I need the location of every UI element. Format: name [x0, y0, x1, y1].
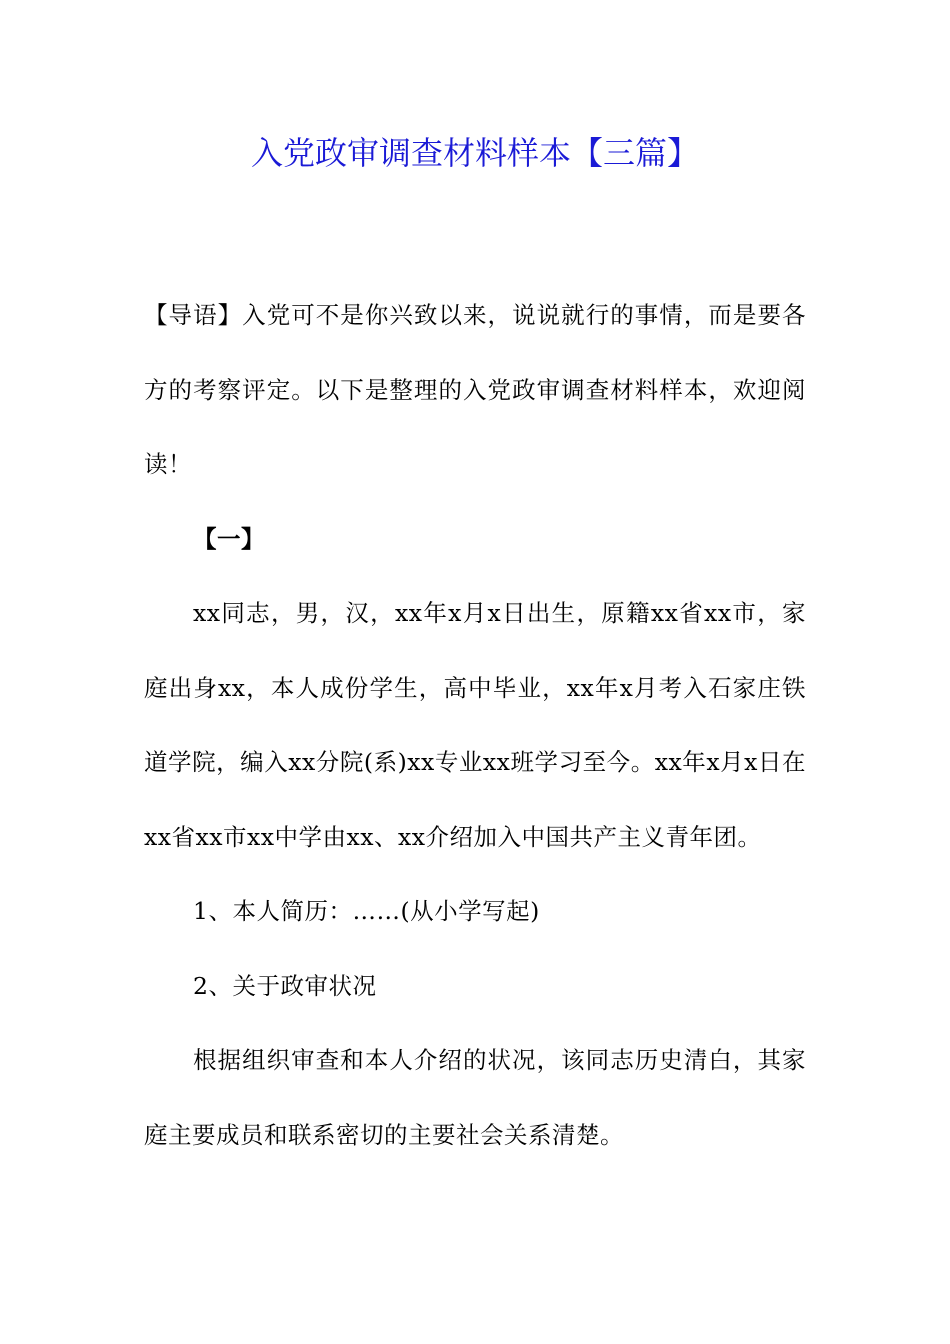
review-result-paragraph: 根据组织审查和本人介绍的状况，该同志历史清白，其家庭主要成员和联系密切的主要社会关系清楚。 [144, 1046, 806, 1149]
section-heading-one: 【一】 [193, 524, 265, 553]
document-title: 入党政审调查材料样本【三篇】 [250, 134, 699, 172]
political-review-item: 2、关于政审状况 [193, 971, 377, 1000]
profile-paragraph: xx同志，男，汉，xx年x月x日出生，原籍xx省xx市，家庭出身xx，本人成份学生，高中毕业，xx年x月考入石家庄铁道学院，编入xx分院(系)xx专业xx班学习至今。xx年x月x日在xx省xx市xx中学由xx、xx介绍加入中国共产主义青年团。 [144, 599, 806, 851]
document-body [144, 278, 806, 1172]
intro-paragraph: 【导语】入党可不是你兴致以来，说说就行的事情，而是要各方的考察评定。以下是整理的入党政审调查材料样本，欢迎阅读！ [144, 301, 806, 478]
resume-item: 1、本人简历：……(从小学写起) [193, 897, 540, 925]
